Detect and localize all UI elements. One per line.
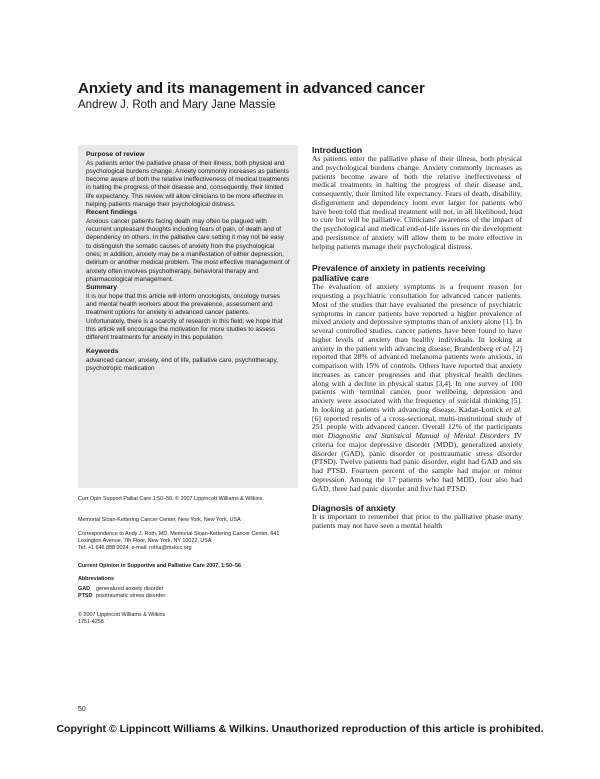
affiliation-line: Memorial Sloan-Kettering Cancer Center, New York, New York, USA [78, 517, 241, 523]
intro-heading: Introduction [312, 145, 363, 155]
article-title: Anxiety and its management in advanced cancer [78, 80, 425, 97]
correspondence-line: Correspondence to Andy J. Roth, MD, Memorial Sloan-Kettering Cancer Center, 641 Lexington Avenue, 7th Floor, New York, NY 10022, USA [78, 531, 280, 544]
keywords-text: advanced cancer, anxiety, end of life, palliative care, psychotherapy, psychotropic medication [86, 356, 278, 373]
abstract-box [78, 145, 298, 488]
copyright-small: © 2007 Lippincott Williams & Wilkins [78, 612, 166, 618]
diagnosis-heading: Diagnosis of anxiety [312, 503, 396, 514]
dsm-title: Diagnostic and Statistical Manual of Mental Disorders [327, 431, 510, 440]
abbreviation-key: PTSD [78, 593, 93, 599]
findings-text: Anxious cancer patients facing death may often be plagued with recurrent unpleasant thoughts including fears of pain, of death and of dependency on others. In the palliative care setting it may not be easy to distinguish the somatic causes of anxiety from the psychological ones; in addition, anxiety may be a manifestation of either depression, delirium or another medical problem. The most effective management of anxiety often involves psychotherapy, behavioral therapy and pharmacological management. [86, 217, 290, 283]
intro-text: As patients enter the palliative phase of their illness, both physical and psychological burdens change. Anxiety commonly increases as patients become aware of both the relative ineffectiveness of medical treatments in halting the progress of their disease and, consequently, their limited life expectancy. Fears of death, disability, disfigurement and dependency loom ever larger for patients who have been told that medical treatment will not, in all likelihood, lead to cure but will be palliative. Clinicians' awareness of the impact of the psychological and medical end-of-life issues on the development and persistence of anxiety will allow them to be more effective in helping patients manage their psychological distress. [312, 154, 522, 251]
journal-line: Current Opinion in Supportive and Palliative Care 2007, 1:50–56 [78, 563, 241, 569]
issn-line: 1751-4258 [78, 619, 104, 625]
et-al: et al. [495, 343, 511, 353]
prevalence-text-part: The evaluation of anxiety symptoms is a frequent reason for requesting a psychiatric consultation for advanced cancer patients. Most of the studies that have evaluated the presence of psychiatric symptoms in cancer patients have reported a higher prevalence of mixed anxiety and depressive symptoms than of anxiety alone [1]. In several controlled studies, cancer patients have been found to have higher levels of anxiety than healthy individuals. In looking at anxiety in the patient with advancing disease, Brandenberg [312, 282, 522, 353]
prevalence-text-part: IV criteria for major depressive disorder (MDD), generalized anxiety disorder (GAD), panic disorder or posttraumatic stress disorder (PTSD). Twelve patients had panic disorder, eight had GAD and six had PTSD. Fourteen percent of the sample had major or minor depression. Among the 17 patients who had MDD, four also had GAD, three had panic disorder and five had PTSD. [312, 431, 522, 493]
diagnosis-text: It is important to remember that prior to the palliative phase many patients may not have seen a mental health [312, 512, 522, 530]
abbreviation-row [78, 593, 165, 600]
keywords-heading: Keywords [86, 348, 119, 356]
abbreviation-value: generalized anxiety disorder [96, 586, 164, 592]
abbreviations-list [78, 586, 165, 600]
purpose-text: As patients enter the palliative phase of their illness, both physical and psychological burdens change. Anxiety commonly increases as patients become aware of both the relative ineffectiveness of medical treatments in halting the progress of their disease and, consequently, their limited life expectancy. This review will allow clinicians to be more effective in helping patients manage their psychological distress. [86, 159, 290, 208]
abbreviation-row [78, 586, 165, 593]
abbreviations-heading: Abbreviations [78, 576, 114, 582]
article-authors: Andrew J. Roth and Mary Jane Massie [78, 99, 276, 111]
contact-line: Tel: +1 646 888 0024; e-mail: rotha@mskcc.org [78, 545, 192, 551]
summary-text: It is our hope that this article will inform oncologists, oncology nurses and mental health workers about the prevalence, assessment and treatment options for anxiety in advanced cancer patients. Unfortunately, there is a scarcity of research in this field; we hope that this article will encourage the motivation for more studies to assess different treatments for anxiety in this population. [86, 292, 283, 342]
findings-heading: Recent findings [86, 209, 137, 217]
prevalence-heading: Prevalence of anxiety in patients receiving palliative care [312, 263, 486, 284]
abbreviation-value: posttraumatic stress disorder [96, 593, 166, 599]
abbreviation-key: GAD [78, 586, 90, 592]
page-number: 50 [78, 706, 86, 713]
copyright-notice: Copyright © Lippincott Williams & Wilkins. Unauthorized reproduction of this article is prohibited. [56, 723, 544, 735]
purpose-heading: Purpose of review [86, 151, 145, 158]
summary-heading: Summary [86, 284, 117, 292]
prevalence-text [312, 283, 522, 493]
citation-line: Curr Opin Support Palliat Care 1:50–56. © 2007 Lippincott Williams & Wilkins. [78, 496, 264, 502]
body-column [312, 145, 522, 555]
prevalence-text-part: [2] reported that 28% of advanced melanoma patients were anxious, in comparison with 15% of controls. Others have reported that anxiety increases as cancer progresses and that physical health declines along with a decline in physical status [3,4]. In one survey of 100 patients with terminal cancer, poor wellbeing, depression and anxiety were associated with the frequency of suicidal thinking [5]. In looking at patients with advancing disease, Kadan-Lottick [312, 343, 522, 414]
et-al: et al. [505, 404, 522, 414]
prevalence-text-part: [6] reported results of a cross-sectional, multi-institutional study of 251 people with advanced cancer. Overall 12% of the participants met [312, 413, 522, 440]
